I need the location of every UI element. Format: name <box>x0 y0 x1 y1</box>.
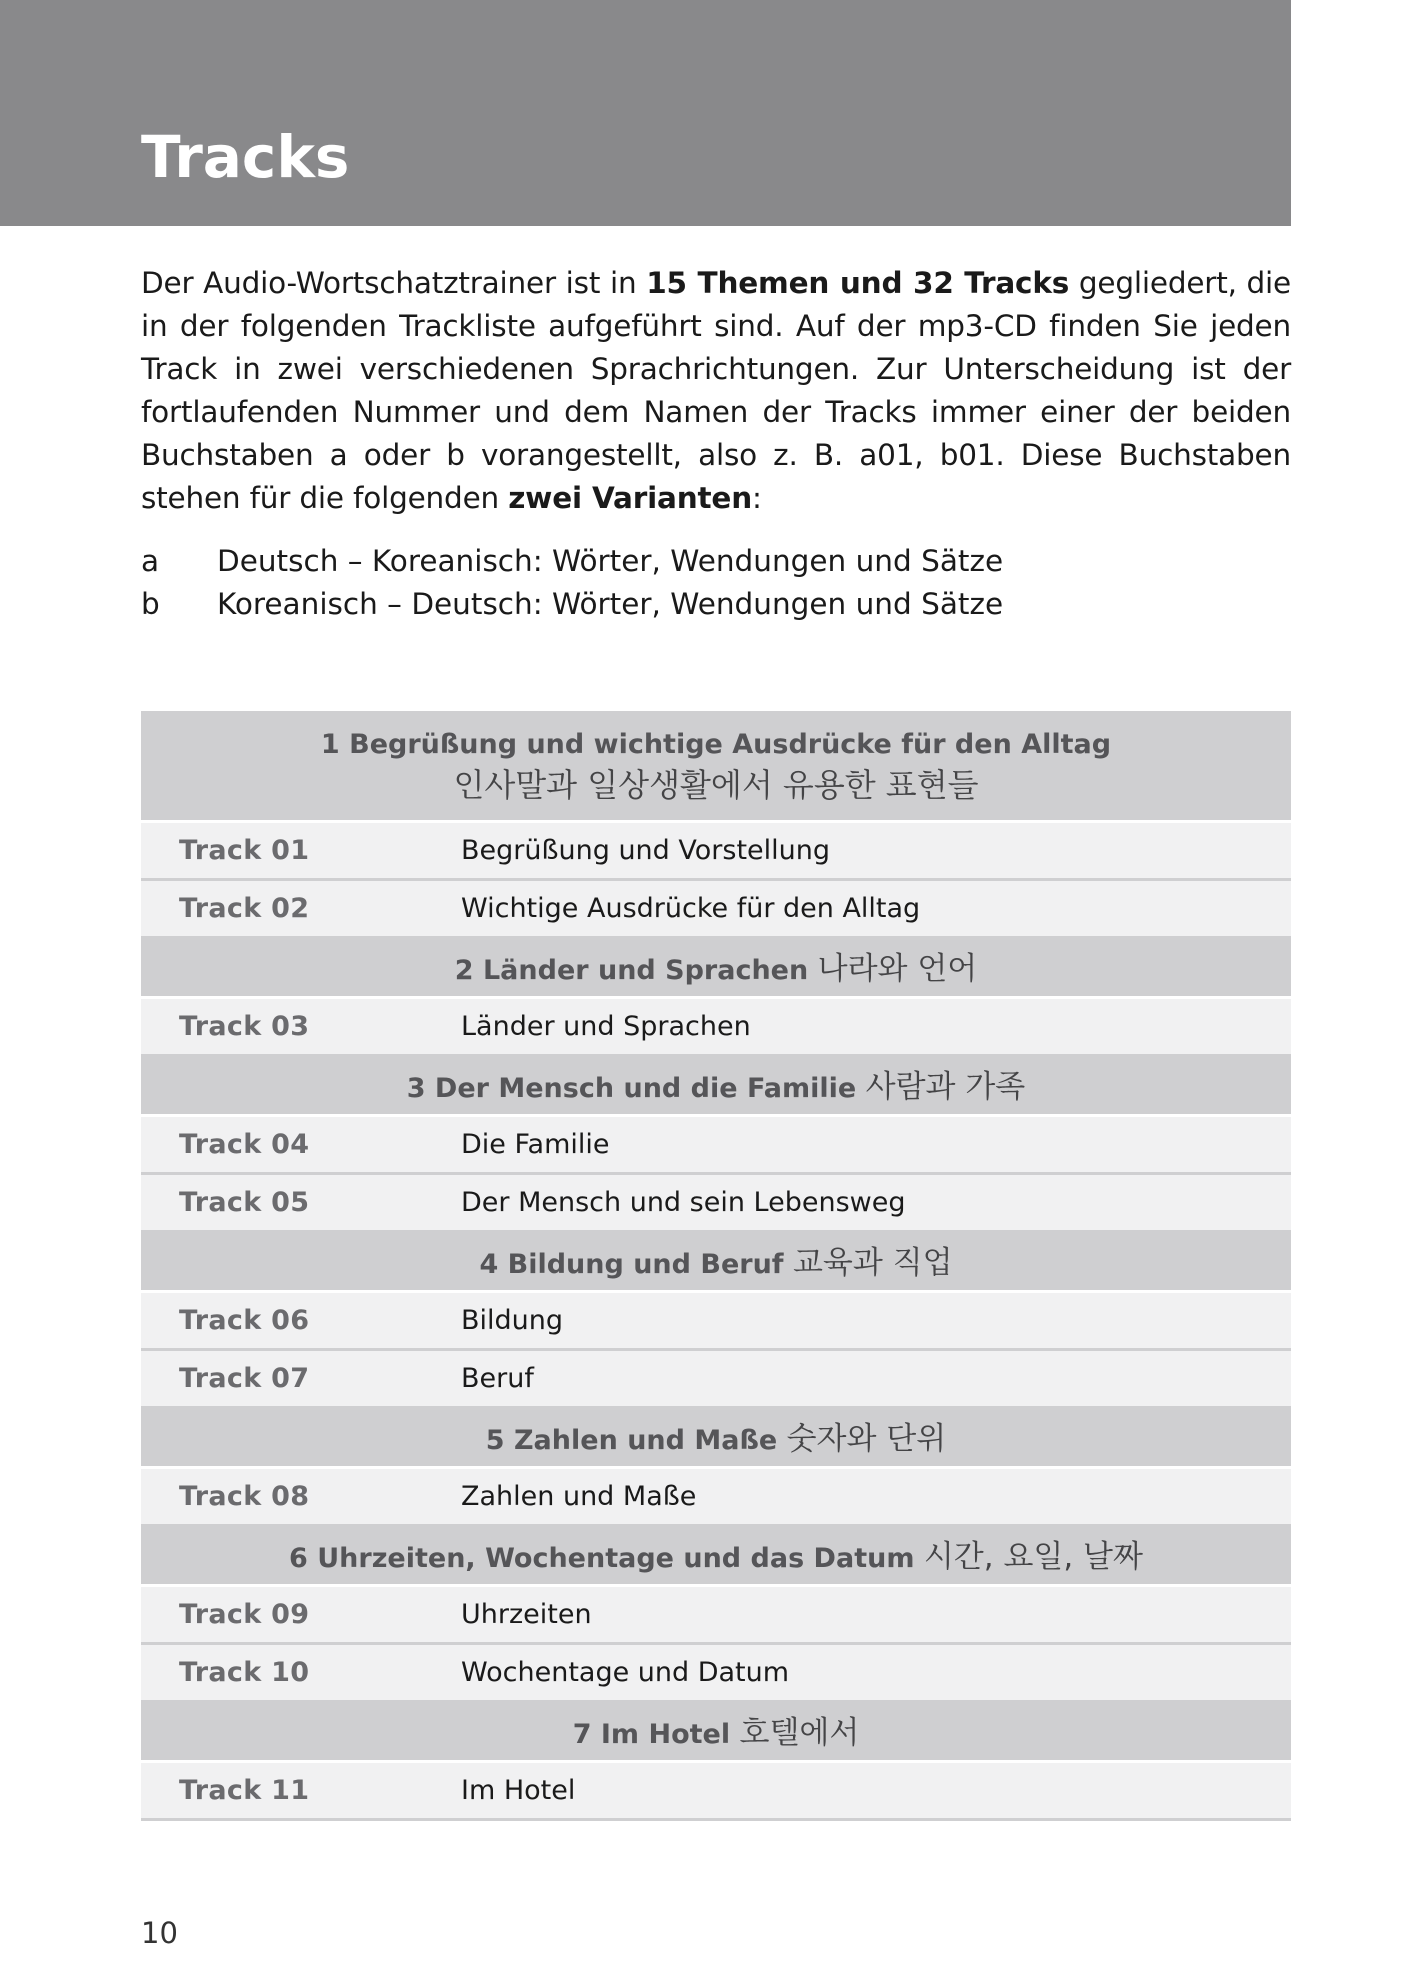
track-number: Track 04 <box>179 1129 310 1160</box>
track-number: Track 01 <box>179 835 310 866</box>
track-number: Track 07 <box>179 1363 310 1394</box>
track-title: Wichtige Ausdrücke für den Alltag <box>461 893 921 924</box>
track-row <box>141 999 1291 1057</box>
theme-title: 1 Begrüßung und wichtige Ausdrücke für den Alltag <box>320 729 1112 760</box>
track-title: Wochentage und Datum <box>461 1657 790 1688</box>
track-title: Im Hotel <box>461 1775 576 1806</box>
track-title: Zahlen und Maße <box>461 1481 697 1512</box>
track-number: Track 06 <box>179 1305 310 1336</box>
track-number: Track 03 <box>179 1011 310 1042</box>
theme-header <box>141 939 1291 999</box>
track-number: Track 08 <box>179 1481 310 1512</box>
track-title: Uhrzeiten <box>461 1599 592 1630</box>
intro-text-2: gegliedert, die in der folgenden Trackliste aufgeführt sind. Auf der mp3-CD finden Sie jeden Track in zwei verschiedenen Sprachrichtungen. Zur Unterscheidung ist der fortlaufenden Nummer und dem Namen der Tracks immer einer der beiden Buchstaben a oder b vorangestellt, also z. B. a01, b01. Diese Buchstaben stehen für die folgenden <box>141 266 1291 515</box>
intro-bold-2: zwei Varianten <box>508 481 753 515</box>
track-title: Beruf <box>461 1363 534 1394</box>
track-title: Die Familie <box>461 1129 610 1160</box>
theme-korean: 시간, 요일, 날짜 <box>923 1539 1143 1575</box>
track-row <box>141 1175 1291 1233</box>
track-number: Track 05 <box>179 1187 310 1218</box>
variant-letter: b <box>141 587 160 621</box>
theme-korean: 인사말과 일상생활에서 유용한 표현들 <box>453 766 979 804</box>
track-row <box>141 1763 1291 1821</box>
theme-header <box>141 1057 1291 1117</box>
intro-text-1: Der Audio-Wortschatztrainer ist in <box>141 266 647 300</box>
track-row <box>141 881 1291 939</box>
track-table <box>141 711 1291 1821</box>
theme-korean: 나라와 언어 <box>817 951 978 987</box>
theme-title: 2 Länder und Sprachen <box>454 955 809 986</box>
theme-header <box>141 1409 1291 1469</box>
track-number: Track 09 <box>179 1599 310 1630</box>
track-number: Track 11 <box>179 1775 310 1806</box>
track-row <box>141 1469 1291 1527</box>
theme-korean: 교육과 직업 <box>792 1245 953 1281</box>
track-title: Bildung <box>461 1305 564 1336</box>
theme-title: 5 Zahlen und Maße <box>485 1425 778 1456</box>
track-title: Begrüßung und Vorstellung <box>461 835 831 866</box>
theme-title: 7 Im Hotel <box>572 1719 731 1750</box>
theme-korean: 사람과 가족 <box>865 1069 1026 1105</box>
theme-header <box>141 1233 1291 1293</box>
track-number: Track 02 <box>179 893 310 924</box>
page-number: 10 <box>141 1916 178 1950</box>
variant-text: Koreanisch – Deutsch: Wörter, Wendungen und Sätze <box>217 587 1004 621</box>
track-number: Track 10 <box>179 1657 310 1688</box>
variants-list <box>141 540 1291 626</box>
header-band <box>0 0 1291 226</box>
theme-title: 6 Uhrzeiten, Wochentage und das Datum <box>289 1543 915 1574</box>
intro-text-3: : <box>752 481 762 515</box>
track-row <box>141 1645 1291 1703</box>
theme-header <box>141 1703 1291 1763</box>
theme-korean: 숫자와 단위 <box>786 1421 947 1457</box>
track-title: Länder und Sprachen <box>461 1011 751 1042</box>
variant-item <box>141 583 1291 626</box>
track-row <box>141 823 1291 881</box>
variant-item <box>141 540 1291 583</box>
theme-header <box>141 1527 1291 1587</box>
page-title: Tracks <box>141 123 350 191</box>
intro-paragraph <box>141 262 1291 520</box>
track-title: Der Mensch und sein Lebensweg <box>461 1187 906 1218</box>
variant-letter: a <box>141 544 160 578</box>
track-row <box>141 1117 1291 1175</box>
variant-text: Deutsch – Koreanisch: Wörter, Wendungen und Sätze <box>217 544 1004 578</box>
track-row <box>141 1293 1291 1351</box>
theme-korean: 호텔에서 <box>739 1715 860 1751</box>
intro-bold-1: 15 Themen und 32 Tracks <box>646 266 1070 300</box>
theme-title: 4 Bildung und Beruf <box>479 1249 784 1280</box>
track-row <box>141 1587 1291 1645</box>
theme-header <box>141 711 1291 823</box>
track-row <box>141 1351 1291 1409</box>
theme-title: 3 Der Mensch und die Familie <box>406 1073 857 1104</box>
